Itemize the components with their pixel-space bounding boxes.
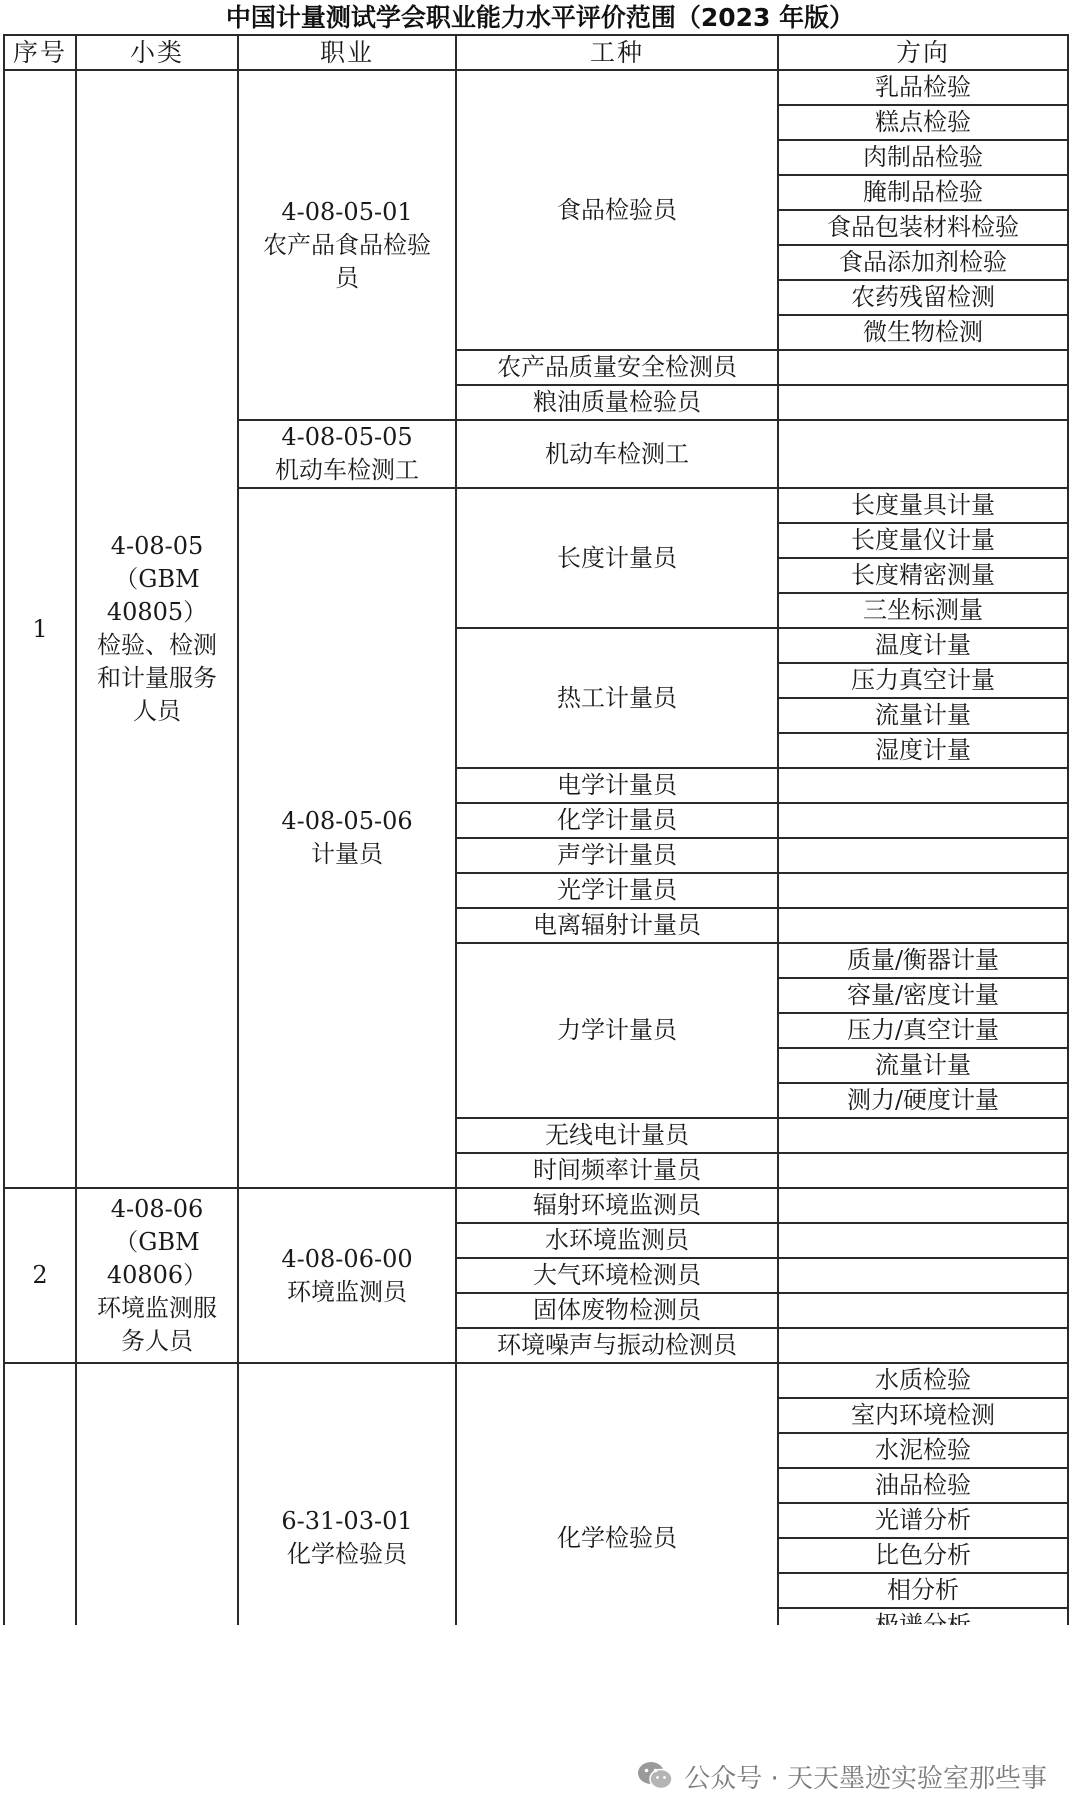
direction-cell: 温度计量: [778, 628, 1068, 663]
occupation-cell: 6-31-03-01 化学检验员: [238, 1363, 456, 1713]
direction-cell: 容量/密度计量: [778, 978, 1068, 1013]
direction-cell: 腌制品检验: [778, 175, 1068, 210]
category-cell: 4-08-06 （GBM 40806） 环境监测服 务人员: [76, 1188, 238, 1363]
direction-cell: [778, 1258, 1068, 1293]
direction-cell: 长度量具计量: [778, 488, 1068, 523]
trade-cell: 固体废物检测员: [456, 1293, 778, 1328]
header-seq: 序号: [4, 35, 76, 70]
direction-cell: [778, 420, 1068, 488]
seq-cell: 1: [4, 70, 76, 1188]
trade-cell: 机动车检测工: [456, 420, 778, 488]
header-category: 小类: [76, 35, 238, 70]
trade-cell: 化学计量员: [456, 803, 778, 838]
direction-cell: [778, 1223, 1068, 1258]
trade-cell: 食品检验员: [456, 70, 778, 350]
direction-cell: [778, 803, 1068, 838]
trade-cell: 水环境监测员: [456, 1223, 778, 1258]
direction-cell: 流量计量: [778, 698, 1068, 733]
direction-cell: 比色分析: [778, 1538, 1068, 1573]
seq-cell: 2: [4, 1188, 76, 1363]
direction-cell: 农药残留检测: [778, 280, 1068, 315]
direction-cell: 食品添加剂检验: [778, 245, 1068, 280]
direction-cell: [778, 1153, 1068, 1188]
trade-cell: 电离辐射计量员: [456, 908, 778, 943]
occupation-cell: 4-08-05-06 计量员: [238, 488, 456, 1188]
direction-cell: 压力/真空计量: [778, 1013, 1068, 1048]
direction-cell: [778, 1188, 1068, 1223]
wechat-credit: [636, 1758, 1047, 1794]
table-body: [4, 70, 1068, 1713]
direction-cell: [778, 385, 1068, 420]
direction-cell: 光谱分析: [778, 1503, 1068, 1538]
header-direction: 方向: [778, 35, 1068, 70]
wechat-icon: [636, 1760, 674, 1792]
table-row: [4, 70, 1068, 105]
occupation-cell: 4-08-06-00 环境监测员: [238, 1188, 456, 1363]
direction-cell: 三坐标测量: [778, 593, 1068, 628]
occupation-cell: 4-08-05-05 机动车检测工: [238, 420, 456, 488]
direction-cell: 测力/硬度计量: [778, 1083, 1068, 1118]
header-occupation: 职业: [238, 35, 456, 70]
direction-cell: 质量/衡器计量: [778, 943, 1068, 978]
direction-cell: 相分析: [778, 1573, 1068, 1608]
direction-cell: [778, 768, 1068, 803]
direction-cell: 水泥检验: [778, 1433, 1068, 1468]
trade-cell: 长度计量员: [456, 488, 778, 628]
trade-cell: 时间频率计量员: [456, 1153, 778, 1188]
trade-cell: 粮油质量检验员: [456, 385, 778, 420]
direction-cell: 长度量仪计量: [778, 523, 1068, 558]
direction-cell: [778, 350, 1068, 385]
trade-cell: 大气环境检测员: [456, 1258, 778, 1293]
trade-cell: 光学计量员: [456, 873, 778, 908]
trade-cell: 化学检验员: [456, 1363, 778, 1713]
trade-cell: 环境噪声与振动检测员: [456, 1328, 778, 1363]
document-title: 中国计量测试学会职业能力水平评价范围（2023 年版）: [225, 3, 855, 32]
trade-cell: 热工计量员: [456, 628, 778, 768]
direction-cell: 水质检验: [778, 1363, 1068, 1398]
category-cell: 4-08-05 （GBM 40805） 检验、检测 和计量服务 人员: [76, 70, 238, 1188]
occupation-cell: 4-08-05-01 农产品食品检验 员: [238, 70, 456, 420]
direction-cell: 压力真空计量: [778, 663, 1068, 698]
direction-cell: [778, 873, 1068, 908]
trade-cell: 无线电计量员: [456, 1118, 778, 1153]
direction-cell: [778, 838, 1068, 873]
direction-cell: 微生物检测: [778, 315, 1068, 350]
header-row: [4, 35, 1068, 70]
direction-cell: [778, 1118, 1068, 1153]
table-row: [4, 1188, 1068, 1223]
direction-cell: 乳品检验: [778, 70, 1068, 105]
direction-cell: 糕点检验: [778, 105, 1068, 140]
trade-cell: 力学计量员: [456, 943, 778, 1118]
evaluation-scope-table: [3, 34, 1069, 1714]
direction-cell: 油品检验: [778, 1468, 1068, 1503]
wechat-credit-text: 公众号 · 天天墨迹实验室那些事: [684, 1763, 1047, 1794]
trade-cell: 电学计量员: [456, 768, 778, 803]
trade-cell: 辐射环境监测员: [456, 1188, 778, 1223]
direction-cell: [778, 1293, 1068, 1328]
trade-cell: 农产品质量安全检测员: [456, 350, 778, 385]
direction-cell: 室内环境检测: [778, 1398, 1068, 1433]
direction-cell: [778, 908, 1068, 943]
header-trade: 工种: [456, 35, 778, 70]
table-row: [4, 1363, 1068, 1398]
direction-cell: 湿度计量: [778, 733, 1068, 768]
trade-cell: 声学计量员: [456, 838, 778, 873]
direction-cell: 长度精密测量: [778, 558, 1068, 593]
direction-cell: 流量计量: [778, 1048, 1068, 1083]
direction-cell: [778, 1328, 1068, 1363]
direction-cell: 食品包装材料检验: [778, 210, 1068, 245]
direction-cell: 肉制品检验: [778, 140, 1068, 175]
